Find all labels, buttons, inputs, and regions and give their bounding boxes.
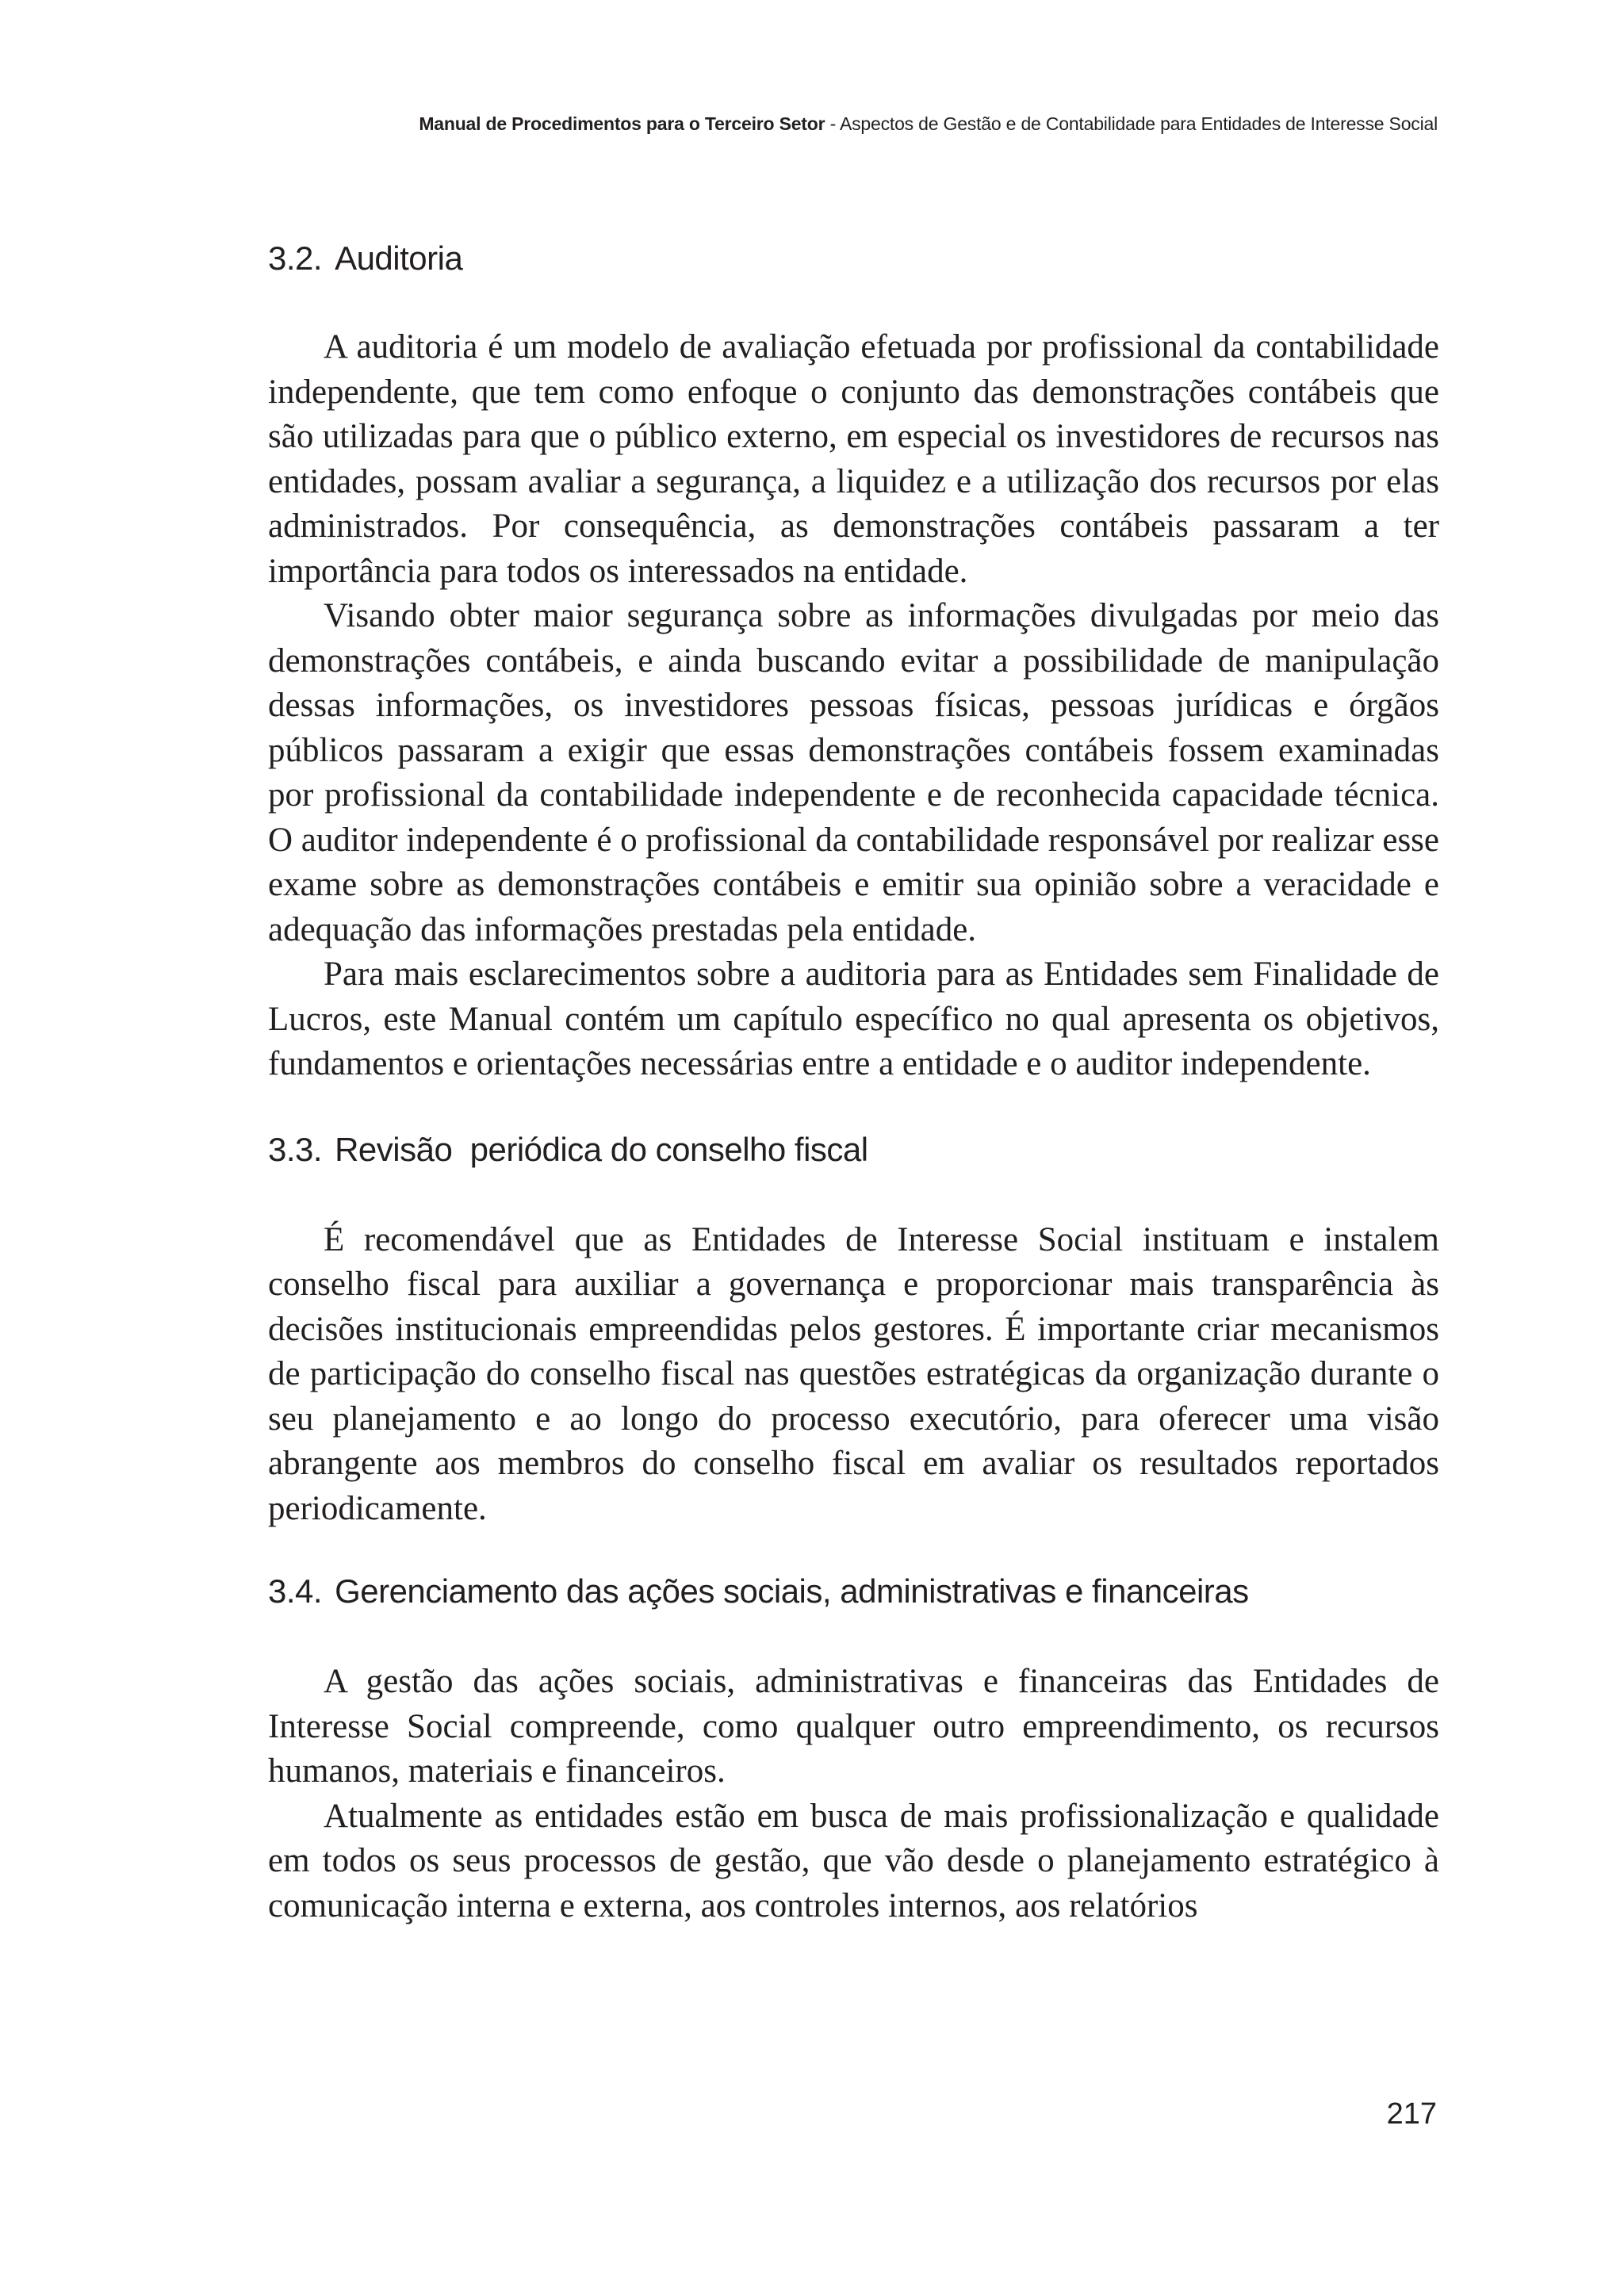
section-number: 3.4. bbox=[268, 1572, 323, 1610]
section-number: 3.2. bbox=[268, 239, 323, 277]
running-header bbox=[419, 113, 1438, 135]
paragraph: Para mais esclarecimentos sobre a auditoria para as Entidades sem Finalidade de Lucros, este Manual contém um capítulo específico no qual apresenta os objetivos, fundamentos e orientações necessárias entre a entidade e o auditor independente. bbox=[268, 956, 1439, 1082]
paragraph: É recomendável que as Entidades de Interesse Social instituam e instalem conselho fiscal para auxiliar a governança e proporcionar mais transparência às decisões institucionais empreendidas pelos gestores. É importante criar mecanismos de participação do conselho fiscal nas questões estratégicas da organização durante o seu planejamento e ao longo do processo executório, para oferecer uma visão abrangente aos membros do conselho fiscal em avaliar os resultados reportados periodicamente. bbox=[268, 1220, 1439, 1527]
paragraph: A gestão das ações sociais, administrativas e financeiras das Entidades de Interesse Social compreende, como qualquer outro empreendimento, os recursos humanos, materiais e financeiros. bbox=[268, 1663, 1439, 1790]
paragraph: A auditoria é um modelo de avaliação efetuada por profissional da contabilidade independente, que tem como enfoque o conjunto das demonstrações contábeis que são utilizadas para que o público externo, em especial os investidores de recursos nas entidades, possam avaliar a segurança, a liquidez e a utilização dos recursos por elas administrados. Por consequência, as demonstrações contábeis passaram a ter importância para todos os interessados na entidade. bbox=[268, 328, 1439, 590]
header-title: Manual de Procedimentos para o Terceiro Setor bbox=[419, 113, 825, 134]
page-body bbox=[268, 236, 1439, 1928]
section-heading-auditoria bbox=[268, 239, 1439, 278]
page-number: 217 bbox=[1386, 2097, 1437, 2131]
paragraph: Visando obter maior segurança sobre as informações divulgadas por meio das demonstrações contábeis, e ainda buscando evitar a possibilidade de manipulação dessas informações, os investidores pessoas físicas, pessoas jurídicas e órgãos públicos passaram a exigir que essas demonstrações contábeis fossem examinadas por profissional da contabilidade independente e de reconhecida capacidade técnica. O auditor independente é o profissional da contabilidade responsável por realizar esse exame sobre as demonstrações contábeis e emitir sua opinião sobre a veracidade e adequação das informações prestadas pela entidade. bbox=[268, 597, 1439, 948]
paragraph: Atualmente as entidades estão em busca de mais profissionalização e qualidade em todos os seus processos de gestão, que vão desde o planejamento estratégico à comunicação interna e externa, aos controles internos, aos relatórios bbox=[268, 1797, 1439, 1924]
section-number: 3.3. bbox=[268, 1130, 323, 1168]
section-title: Gerenciamento das ações sociais, administrativas e financeiras bbox=[335, 1572, 1249, 1610]
section-title: Auditoria bbox=[335, 239, 463, 277]
header-subtitle: Aspectos de Gestão e de Contabilidade para Entidades de Interesse Social bbox=[839, 113, 1438, 134]
section-heading-gerenciamento bbox=[268, 1572, 1439, 1610]
section-title: Revisão periódica do conselho fiscal bbox=[335, 1130, 868, 1168]
section-heading-conselho-fiscal bbox=[268, 1131, 1439, 1169]
header-separator: - bbox=[825, 113, 840, 134]
